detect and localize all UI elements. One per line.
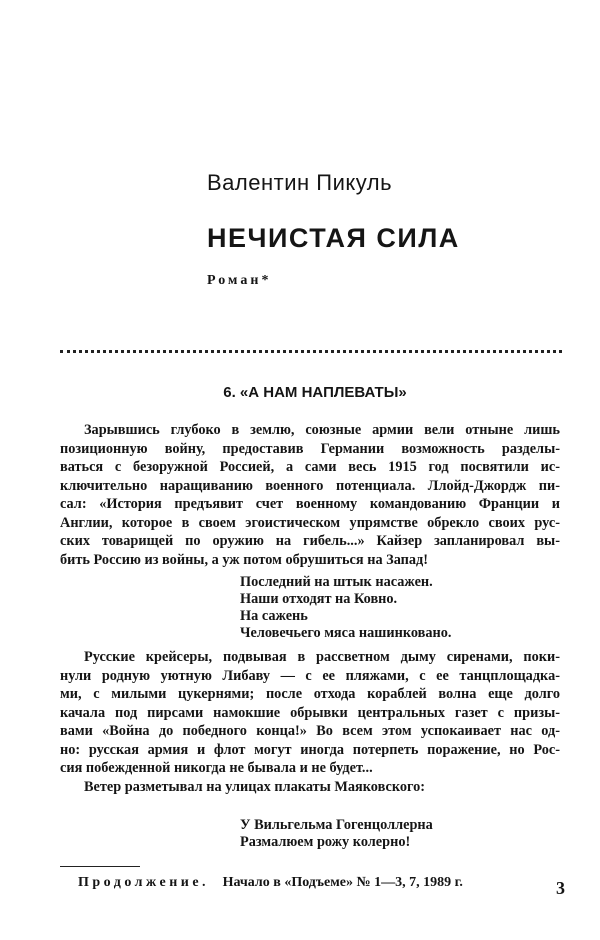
text-line: бить Россию из войны, а уж потом обрушиться на Запад! xyxy=(60,551,429,568)
book-title: НЕЧИСТАЯ СИЛА xyxy=(207,223,460,253)
text-line: качала под пирсами намокшие обрывки центральных газет с призы- xyxy=(60,704,560,721)
footnote-text: Начало в «Подъеме» № 1—3, 7, 1989 г. xyxy=(222,875,463,890)
author-name: Валентин Пикуль xyxy=(207,170,393,195)
footnote-rule xyxy=(60,866,140,867)
footnote xyxy=(78,875,463,891)
text-line: ваться с безоружной Россией, а сами весь 1915 год посвятили ис- xyxy=(60,459,560,475)
text-line: ских товарищей по оружию на гибель...» Кайзер запланировал вы- xyxy=(60,533,560,549)
footnote-label: Продолжение. xyxy=(78,875,210,890)
poem-2 xyxy=(240,817,433,851)
text-line: ми, с милыми цукернями; после отхода кораблей волна еще долго xyxy=(60,686,560,702)
text-line: Зарывшись глубоко в землю, союзные армии вели отныне лишь xyxy=(84,422,560,438)
text-line: сал: «История предъявит счет военному командованию Франции и xyxy=(60,496,560,512)
text-line: Русские крейсеры, подвывая в рассветном дыму сиренами, поки- xyxy=(84,649,560,665)
text-line: сия побежденной никогда не бывала и не будет... xyxy=(60,760,373,776)
text-line: вами «Война до победного конца!» Во всем этом успокаивает нас од- xyxy=(60,723,560,739)
page-number: 3 xyxy=(556,878,565,898)
poem-line: На сажень xyxy=(240,608,308,624)
poem-1 xyxy=(240,574,452,642)
poem-line: У Вильгельма Гогенцоллерна xyxy=(240,817,433,833)
chapter-heading: 6. «А НАМ НАПЛЕВАТЫ» xyxy=(223,384,407,401)
poem-line: Наши отходят на Ковно. xyxy=(240,591,398,607)
text-line: нули родную уютную Либаву — с ее пляжами, с ее танцплощадка- xyxy=(60,667,560,684)
poem-line: Последний на штык насажен. xyxy=(240,574,433,590)
paragraph-2 xyxy=(60,648,560,796)
text-line: Англии, которое в своем эгоистическом упрямстве обрекло своих рус- xyxy=(60,514,560,531)
text-line: позиционную войну, предоставив Германии возможность разделы- xyxy=(60,440,560,457)
paragraph-1 xyxy=(60,421,560,569)
poem-line: Человечьего мяса нашинковано. xyxy=(240,625,452,641)
genre-label: Роман* xyxy=(207,273,272,288)
dotted-divider xyxy=(60,350,562,353)
text-line: Ветер разметывал на улицах плакаты Маяковского: xyxy=(84,778,426,795)
text-line: ключительно наращиванию военного потенциала. Ллойд-Джордж пи- xyxy=(60,477,560,494)
poem-line: Размалюем рожу колерно! xyxy=(240,834,411,850)
text-line: но: русская армия и флот могут иногда потерпеть поражение, но Рос- xyxy=(60,741,560,758)
